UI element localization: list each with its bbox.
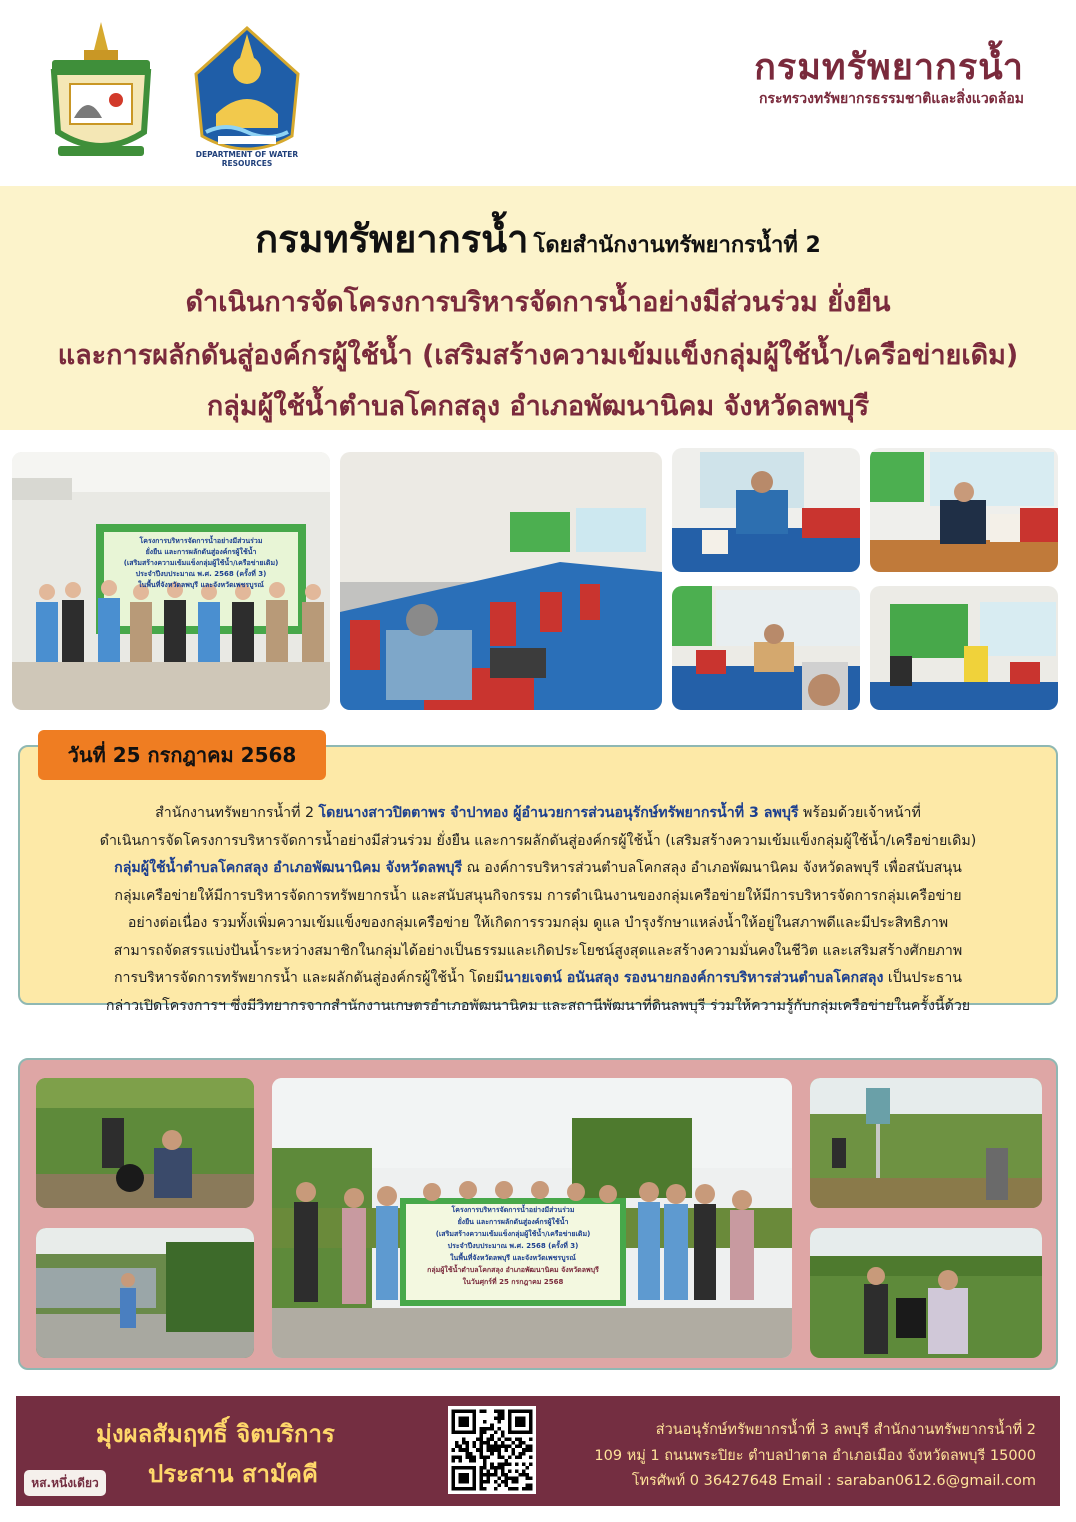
photo-field-sign [810, 1078, 1042, 1208]
title-line-3: และการผลักดันสู่องค์กรผู้ใช้น้ำ (เสริมสร้างความเข้มแข็งกลุ่มผู้ใช้น้ำ/เครือข่ายเดิม) [57, 340, 1019, 371]
photo-field-cleanup-1 [36, 1078, 254, 1208]
photo-group-with-banner [12, 452, 330, 710]
date-label: วันที่ 25 กรกฎาคม 2568 [38, 730, 326, 780]
title-line-4: กลุ่มผู้ใช้น้ำตำบลโคกสลุง อำเภอพัฒนานิคม จังหวัดลพบุรี [206, 391, 870, 422]
body-line: สามารถจัดสรรแบ่งปันน้ำระหว่างสมาชิกในกลุ่มได้อย่างเป็นธรรมและเกิดประโยชน์สูงสุดและสร้างความมั่นคงในชีวิต และเสริมสร้างศักยภาพ [113, 942, 963, 959]
department-water-resources-logo [186, 24, 308, 170]
motto-line-2: ประสาน สามัคคี [148, 1460, 318, 1488]
photo-field-group-banner [272, 1078, 792, 1358]
headline-department: กรมทรัพยากรน้ำ [255, 216, 529, 261]
footer-address-office: ส่วนอนุรักษ์ทรัพยากรน้ำที่ 3 ลพบุรี สำนักงานทรัพยากรน้ำที่ 2 [655, 1422, 1036, 1438]
logo-caption: DEPARTMENT OF WATER RESOURCES [195, 150, 299, 168]
director-name: โดยนางสาวปิตตาพร จำปาทอง ผู้อำนวยการส่วนอนุรักษ์ทรัพยากรน้ำที่ 3 ลพบุรี [318, 805, 799, 821]
banner-text: โครงการบริหารจัดการน้ำอย่างมีส่วนร่วม ยั่งยืน และการผลักดันสู่องค์กรผู้ใช้น้ำ (เสริมสร้างความเข้มแข็งกลุ่มผู้ใช้น้ำ/เครือข่ายเดิม) ประจำปีงบประมาณ พ.ศ. 2568 (ครั้งที่ 3) ในพื้นที่จังหวัดลพบุรี และจังหวัดเพชรบูรณ์ [123, 537, 279, 589]
department-name: กรมทรัพยากรน้ำ [754, 46, 1024, 88]
photo-speaker-woman [870, 448, 1058, 572]
body-line: การบริหารจัดการทรัพยากรน้ำ และผลักดันสู่องค์กรผู้ใช้น้ำ โดยมีนายเจตน์ อนันสลุง รองนายกองค์การบริหารส่วนตำบลโคกสลุง เป็นประธาน [113, 970, 963, 986]
footer-address-street: 109 หมู่ 1 ถนนพระปิยะ ตำบลป่าตาล อำเภอเมือง จังหวัดลพบุรี 15000 [594, 1448, 1036, 1464]
motto-line-1: มุ่งผลสัมฤทธิ์ จิตบริการ [96, 1420, 335, 1448]
body-paragraph [40, 800, 1036, 1020]
body-line: กลุ่มผู้ใช้น้ำตำบลโคกสลุง อำเภอพัฒนานิคม จังหวัดลพบุรี ณ องค์การบริหารส่วนตำบลโคกสลุง อำเภอพัฒนานิคม จังหวัดลพบุรี เพื่อสนับสนุน [114, 860, 962, 876]
ministry-name: กระทรวงทรัพยากรธรรมชาติและสิ่งแวดล้อม [759, 91, 1024, 107]
unity-badge: หส.หนึ่งเดียว [24, 1470, 106, 1496]
photo-audience-banner [870, 586, 1058, 710]
body-line: กลุ่มเครือข่ายให้มีการบริหารจัดการทรัพยากรน้ำ และสนับสนุนกิจกรรม การดำเนินงานของกลุ่มเครือข่ายให้มีการบริหารจัดการกลุ่มเครือข่าย [114, 887, 962, 904]
footer-contact: โทรศัพท์ 0 36427648 Email : saraban0612.6@gmail.com [631, 1473, 1036, 1489]
photo-field-pond [36, 1228, 254, 1358]
headline-office: โดยสำนักงานทรัพยากรน้ำที่ 2 [533, 233, 821, 258]
chairman-name: นายเจตน์ อนันสลุง รองนายกองค์การบริหารส่วนตำบลโคกสลุง [503, 970, 884, 986]
banner-text: โครงการบริหารจัดการน้ำอย่างมีส่วนร่วม ยั่งยืน และการผลักดันสู่องค์กรผู้ใช้น้ำ (เสริมสร้างความเข้มแข็งกลุ่มผู้ใช้น้ำ/เครือข่ายเดิม) ประจำปีงบประมาณ พ.ศ. 2568 (ครั้งที่ 3) ในพื้นที่จังหวัดลพบุรี และจังหวัดเพชรบูรณ์ กลุ่มผู้ใช้น้ำตำบลโคกสลุง อำเภอพัฒนานิคม จังหวัดลพบุรี ในวันศุกร์ที่ 25 กรกฎาคม 2568 [427, 1206, 599, 1286]
headline [0, 208, 1076, 269]
body-line: สำนักงานทรัพยากรน้ำที่ 2 โดยนางสาวปิตตาพร จำปาทอง ผู้อำนวยการส่วนอนุรักษ์ทรัพยากรน้ำที่ 3 ลพบุรี พร้อมด้วยเจ้าหน้าที่ [155, 805, 921, 821]
body-line: กล่าวเปิดโครงการฯ ซึ่งมีวิทยากรจากสำนักงานเกษตรอำเภอพัฒนานิคม และสถานีพัฒนาที่ดินลพบุรี ร่วมให้ความรู้กับกลุ่มเครือข่ายในครั้งนี้ด้วย [105, 997, 971, 1014]
title-line-2: ดำเนินการจัดโครงการบริหารจัดการน้ำอย่างมีส่วนร่วม ยั่งยืน [185, 287, 891, 318]
group-name: กลุ่มผู้ใช้น้ำตำบลโคกสลุง อำเภอพัฒนานิคม จังหวัดลพบุรี [114, 860, 463, 876]
body-line: อย่างต่อเนื่อง รวมทั้งเพิ่มความเข้มแข็งของกลุ่มเครือข่าย ให้เกิดการรวมกลุ่ม ดูแล บำรุงรักษาแหล่งน้ำให้อยู่ในสภาพดีและมีประสิทธิภาพ [127, 915, 949, 931]
qr-code[interactable] [448, 1406, 536, 1494]
photo-meeting-room [340, 452, 662, 710]
photo-presenter-laptop [672, 586, 860, 710]
photo-field-cleanup-2 [810, 1228, 1042, 1358]
provincial-emblem-logo [40, 20, 162, 170]
photo-speaker-man [672, 448, 860, 572]
body-line: ดำเนินการจัดโครงการบริหารจัดการน้ำอย่างมีส่วนร่วม ยั่งยืน และการผลักดันสู่องค์กรผู้ใช้น้ำ (เสริมสร้างความเข้มแข็งกลุ่มผู้ใช้น้ำ/เครือข่ายเดิม) [99, 832, 977, 849]
